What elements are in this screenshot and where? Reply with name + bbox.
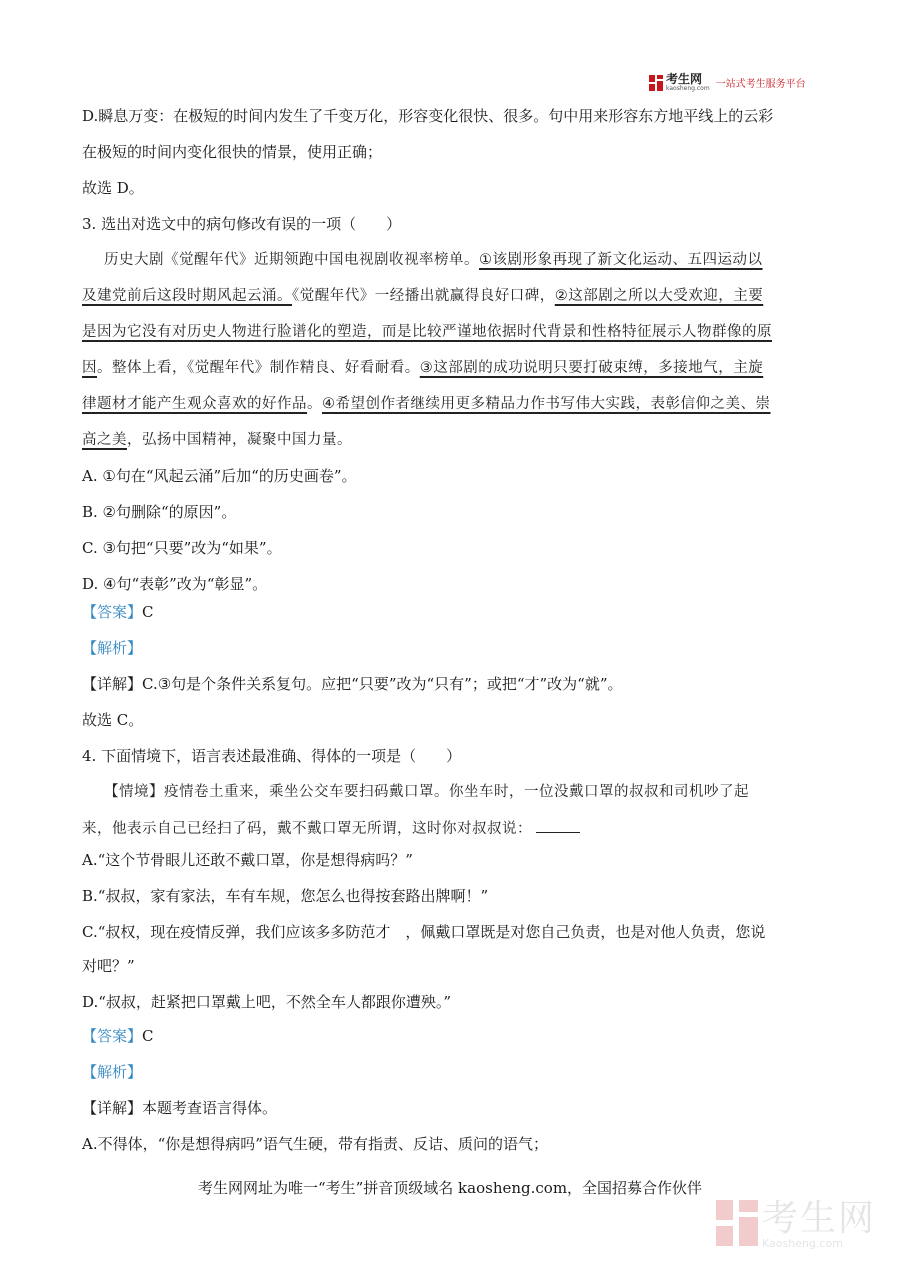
page-footer: 考生网网址为唯一“考生”拼音顶级域名 kaosheng.com，全国招募合作伙伴	[197, 1179, 703, 1197]
q4-explain-a: A.不得体，“你是想得病吗”语气生硬，带有指责、反诘、质问的语气；	[82, 1135, 548, 1153]
underlined-sentence-2: ②这部剧之所以大受欢迎，主要	[554, 288, 764, 304]
watermark-name: 考生网	[762, 1197, 877, 1239]
underlined-sentence-1: ①该剧形象再现了新文化运动、五四运动以	[479, 252, 763, 268]
watermark-logo-icon	[716, 1200, 758, 1250]
passage-line: 因。整体上看，《觉醒年代》制作精良、好看耐看。③这部剧的成功说明只要打破束缚，多接地气，主旋	[82, 360, 764, 376]
text-line: 在极短的时间内变化很快的情景，使用正确；	[82, 143, 383, 161]
q4-analysis-tag: 【解析】	[82, 1063, 143, 1081]
q4-option-c-cont: 对吧？”	[82, 957, 135, 975]
q4-option-d: D.“叔叔，赶紧把口罩戴上吧，不然全车人都跟你遭殃。”	[82, 993, 452, 1011]
q4-scenario: 【情境】疫情卷土重来，乘坐公交车要扫码戴口罩。你坐车时，一位没戴口罩的叔叔和司机吵了起	[104, 784, 749, 800]
answer-blank	[536, 818, 580, 833]
header-logo	[649, 73, 806, 92]
q3-conclusion: 故选 C。	[82, 711, 144, 729]
watermark-domain: Kaosheng.com	[762, 1236, 843, 1250]
q4-option-b: B.“叔叔，家有家法，车有车规，您怎么也得按套路出牌啊！”	[82, 887, 489, 905]
text-line: 故选 D。	[82, 179, 144, 197]
brand-domain: kaosheng.com	[666, 85, 710, 92]
q4-option-c: C.“叔权，现在疫情反弹，我们应该多多防范才 ，佩戴口罩既是对您自己负责，也是对他人负责，您说	[82, 923, 766, 941]
q3-option-b: B. ②句删除“的原因”。	[82, 503, 237, 521]
brand-logo-icon	[649, 75, 663, 91]
passage-line: 律题材才能产生观众喜欢的好作品。④希望创作者继续用更多精品力作书写伟大实践，表彰信仰之美、崇	[82, 396, 771, 412]
q4-detail: 【详解】本题考查语言得体。	[82, 1099, 278, 1117]
watermark-logo	[716, 1197, 877, 1250]
q3-answer: 【答案】C	[82, 603, 154, 621]
q3-option-a: A. ①句在“风起云涌”后加“的历史画卷”。	[82, 467, 357, 485]
passage-line: 历史大剧《觉醒年代》近期领跑中国电视剧收视率榜单。①该剧形象再现了新文化运动、五四运动以	[104, 252, 763, 268]
text-line: D.瞬息万变：在极短的时间内发生了千变万化，形容变化很快、很多。句中用来形容东方地平线上的云彩	[82, 107, 774, 125]
brand-slogan: 一站式考生服务平台	[715, 79, 806, 90]
question-3-stem: 3. 选出对选文中的病句修改有误的一项（ ）	[82, 215, 402, 233]
q3-analysis-tag: 【解析】	[82, 639, 143, 657]
q3-option-c: C. ③句把“只要”改为“如果”。	[82, 539, 282, 557]
q4-option-a: A.“这个节骨眼儿还敢不戴口罩，你是想得病吗？”	[82, 851, 413, 869]
passage-line: 高之美，弘扬中国精神，凝聚中国力量。	[82, 432, 352, 448]
q4-scenario: 来，他表示自己已经扫了码，戴不戴口罩无所谓，这时你对叔叔说：	[82, 818, 580, 839]
passage-line: 是因为它没有对历史人物进行脸谱化的塑造，而是比较严谨地依据时代背景和性格特征展示人物群像的原	[82, 324, 772, 340]
underlined-sentence-3: ③这部剧的成功说明只要打破束缚，多接地气，主旋	[419, 360, 764, 376]
q3-option-d: D. ④句“表彰”改为“彰显”。	[82, 575, 268, 593]
passage-line: 及建党前后这段时期风起云涌。《觉醒年代》一经播出就赢得良好口碑，②这部剧之所以大受欢迎，主要	[82, 288, 764, 304]
underlined-sentence-4: ④希望创作者继续用更多精品力作书写伟大实践，表彰信仰之美、崇	[322, 396, 771, 412]
q4-answer: 【答案】C	[82, 1027, 154, 1045]
brand-name: 考生网	[666, 72, 703, 86]
q3-detail: 【详解】C.③句是个条件关系复句。应把“只要”改为“只有”；或把“才”改为“就”。	[82, 675, 623, 693]
question-4-stem: 4. 下面情境下，语言表述最准确、得体的一项是（ ）	[82, 747, 462, 765]
